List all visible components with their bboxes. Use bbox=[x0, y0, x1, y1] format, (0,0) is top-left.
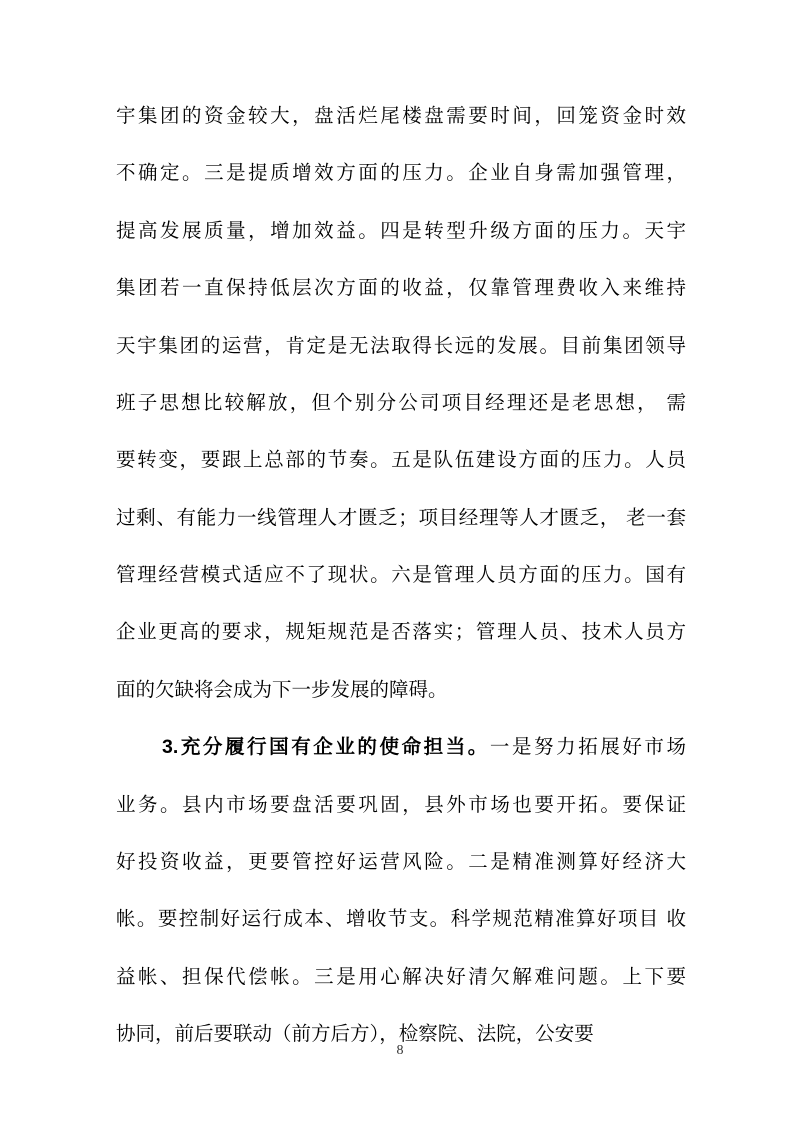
text-line: 企业更高的要求，规矩规范是否落实；管理人员、技术人员方 bbox=[116, 621, 686, 644]
text-line: 集团若一直保持低层次方面的收益，仅靠管理费收入来维持 bbox=[116, 277, 686, 300]
text-line: 好投资收益，更要管控好运营风险。二是精准测算好经济大 bbox=[116, 850, 686, 873]
text-line: 管理经营模式适应不了现状。六是管理人员方面的压力。国有 bbox=[116, 564, 686, 586]
text-line: 帐。要控制好运行成本、增收节支。科学规范精准算好项目 收 bbox=[116, 908, 686, 931]
text-line: 协同，前后要联动（前方后方），检察院、法院，公安要 bbox=[116, 1023, 594, 1045]
page-number: 8 bbox=[396, 1043, 404, 1058]
text-line: 面的欠缺将会成为下一步发展的障碍。 bbox=[116, 678, 448, 701]
text-line: 班子思想比较解放，但个别分公司项目经理还是老思想， 需 bbox=[116, 391, 686, 414]
text-line: 要转变，要跟上总部的节奏。五是队伍建设方面的压力。人员 bbox=[116, 449, 686, 472]
paragraph-section-3 bbox=[116, 719, 686, 1063]
text-line: 天宇集团的运营，肯定是无法取得长远的发展。目前集团领导 bbox=[116, 334, 686, 357]
text-line: 业务。县内市场要盘活要巩固，县外市场也要开拓。要保证 bbox=[116, 793, 686, 816]
section-3-heading: 3.充分履行国有企业的使命担当。 bbox=[162, 736, 490, 759]
page-body-text bbox=[116, 88, 686, 1063]
text-line: 不确定。三是提质增效方面的压力。企业自身需加强管理， bbox=[116, 162, 686, 185]
text-line: 过剩、有能力一线管理人才匮乏；项目经理等人才匮乏， 老一套 bbox=[116, 506, 686, 529]
text-line bbox=[116, 719, 686, 776]
section-3-lead-text: 一是努力拓展好市场 bbox=[489, 736, 686, 759]
text-line: 提高发展质量，增加效益。四是转型升级方面的压力。天宇 bbox=[116, 219, 686, 242]
text-line: 宇集团的资金较大，盘活烂尾楼盘需要时间，回笼资金时效 bbox=[116, 105, 686, 127]
text-line: 益帐、担保代偿帐。三是用心解决好清欠解难问题。上下要 bbox=[116, 965, 686, 988]
paragraph-continuation bbox=[116, 88, 686, 719]
